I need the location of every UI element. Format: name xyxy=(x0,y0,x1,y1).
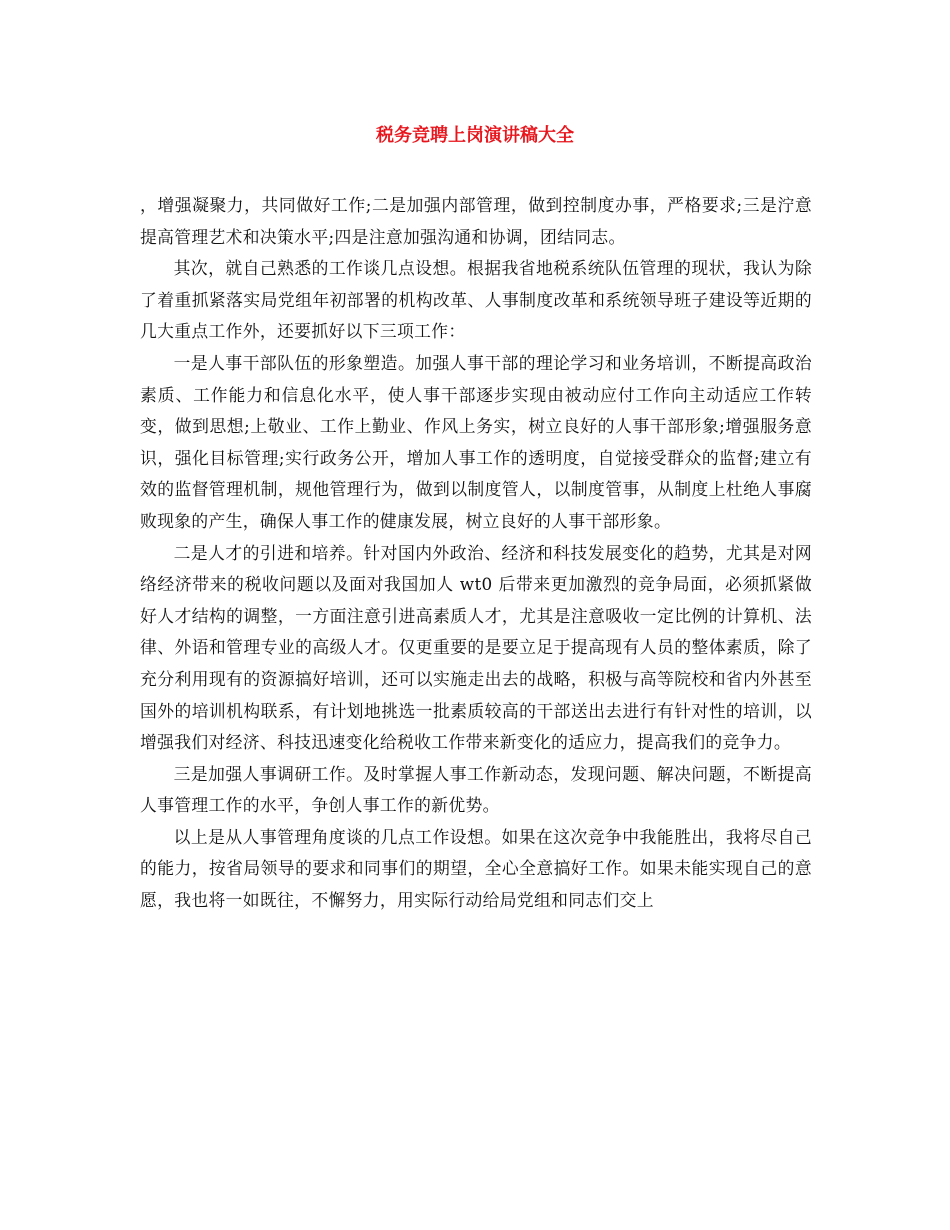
paragraph-item-one: 一是人事干部队伍的形象塑造。加强人事干部的理论学习和业务培训，不断提高政治素质、工作能力和信息化水平，使人事干部逐步实现由被动应付工作向主动适应工作转变，做到思想;上敬业、工作上勤业、作风上务实，树立良好的人事干部形象;增强服务意识，强化目标管理;实行政务公开，增加人事工作的透明度，自觉接受群众的监督;建立有效的监督管理机制，规他管理行为，做到以制度管人，以制度管事，从制度上杜绝人事腐败现象的产生，确保人事工作的健康发展，树立良好的人事干部形象。 xyxy=(140,352,812,531)
paragraph-item-three: 三是加强人事调研工作。及时掌握人事工作新动态，发现问题、解决问题，不断提高人事管理工作的水平，争创人事工作的新优势。 xyxy=(140,763,812,816)
paragraph-item-two: 二是人才的引进和培养。针对国内外政治、经济和科技发展变化的趋势，尤其是对网络经济带来的税收问题以及面对我国加人 wt0 后带来更加激烈的竞争局面，必须抓紧做好人才结构的调整，一方面注意引进高素质人才，尤其是注意吸收一定比例的计算机、法律、外语和管理专业的高级人才。仅更重要的是要立足于提高现有人员的整体素质，除了充分利用现有的资源搞好培训，还可以实施走出去的战略，积极与高等院校和省内外甚至国外的培训机构联系，有计划地挑选一批素质较高的干部送出去进行有针对性的培训，以增强我们对经济、科技迅速变化给税收工作带来新变化的适应力，提高我们的竞争力。 xyxy=(140,542,812,753)
paragraph-secondly: 其次，就自己熟悉的工作谈几点设想。根据我省地税系统队伍管理的现状，我认为除了着重抓紧落实局党组年初部署的机构改革、人事制度改革和系统领导班子建设等近期的几大重点工作外，还要抓好以下三项工作： xyxy=(140,258,812,342)
paragraph-conclusion: 以上是从人事管理角度谈的几点工作设想。如果在这次竞争中我能胜出，我将尽自己的能力，按省局领导的要求和同事们的期望，全心全意搞好工作。如果未能实现自己的意愿，我也将一如既往，不懈努力，用实际行动给局党组和同志们交上 xyxy=(140,826,812,911)
paragraph-continuation: ，增强凝聚力，共同做好工作;二是加强内部管理，做到控制度办事，严格要求;三是泞意提高管理艺术和决策水平;四是注意加强沟通和协调，团结同志。 xyxy=(140,195,812,247)
document-body xyxy=(140,190,812,917)
document-title: 税务竞聘上岗演讲稿大全 xyxy=(376,125,574,146)
